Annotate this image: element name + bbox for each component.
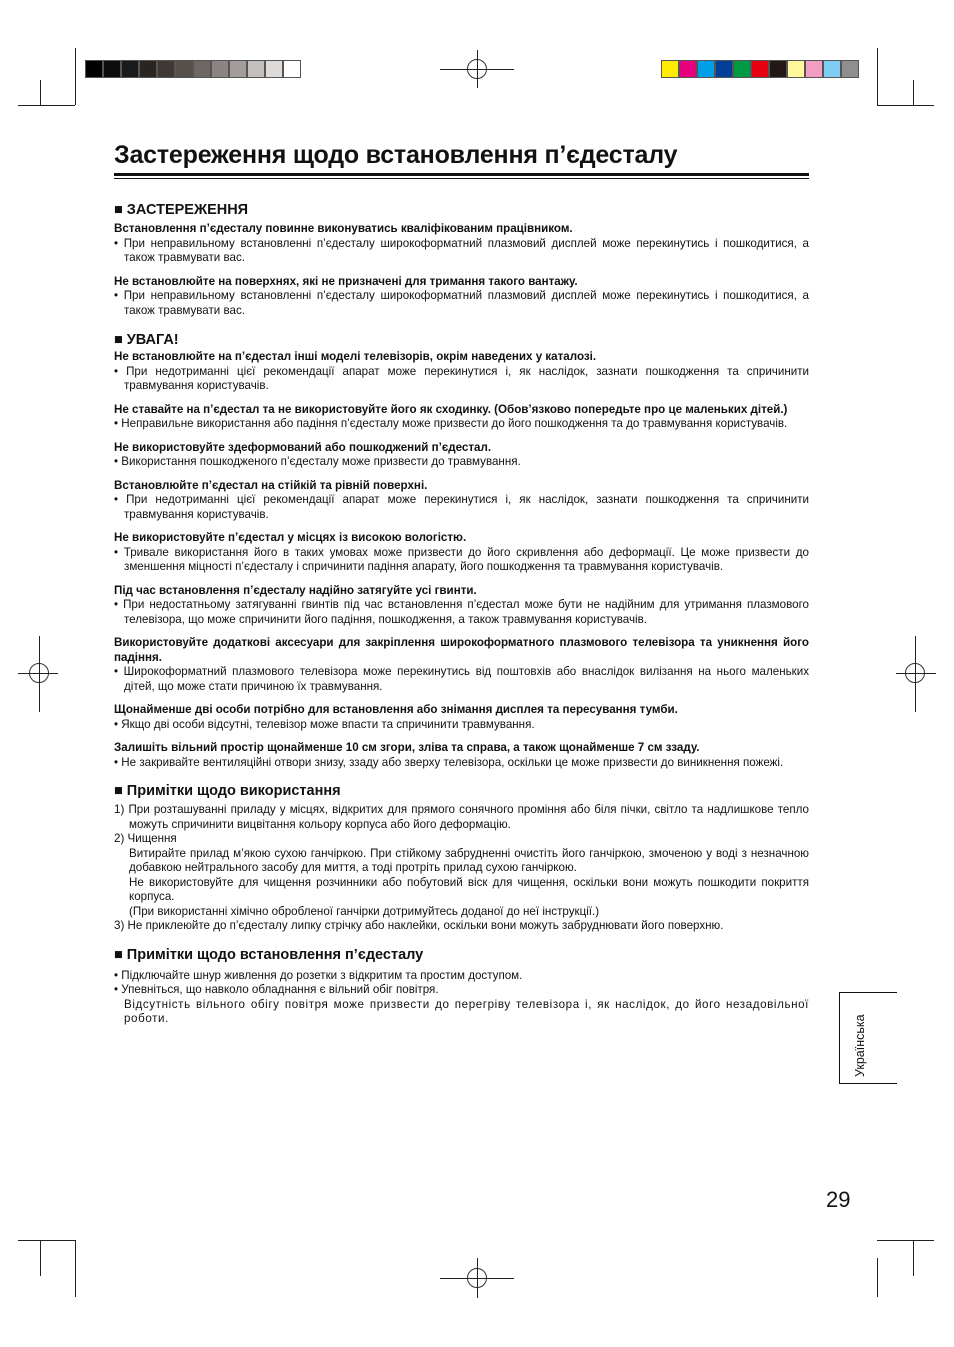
gray-calibration-strip (85, 60, 301, 78)
caution-item-text: • Використання пошкодженого п’єдесталу може призвести до травмування. (114, 455, 521, 468)
crop-mark (18, 673, 58, 674)
caution-item-text: • При недотриманні цієї рекомендації апарат може перекинутися і, як наслідок, зазнати пошкодження та спричинити травмування користувачів. (114, 364, 809, 392)
crop-mark (39, 636, 40, 712)
calibration-swatch (697, 60, 715, 78)
calibration-swatch (103, 60, 121, 78)
caution-item-text: • Якщо дві особи відсутні, телевізор може впасти та спричинити травмування. (114, 717, 535, 731)
title-rule (114, 173, 809, 176)
section-heading-caution: ■ УВАГА! (114, 332, 179, 348)
calibration-swatch (679, 60, 697, 78)
section-heading-warning: ■ ЗАСТЕРЕЖЕННЯ (114, 202, 249, 218)
usage-item-text: Витирайте прилад м’якою сухою ганчіркою. При стійкому забрудненні очистіть його ганчіркою, змоченою у воді з незначною добавкою нейтрального засобу для миття, а тоді протріть прилад сухою ганчіркою. (129, 846, 809, 874)
calibration-swatch (769, 60, 787, 78)
caution-item-text: • При недостатньому затягуванні гвинтів під час встановлення п’єдестал може бути не надійним для утримання плазмового телевізора, що може спричинити його падіння, пошкодження, а також травмування користувачів. (114, 598, 809, 626)
crop-mark (40, 80, 41, 105)
caution-item-title: Під час встановлення п’єдесталу надійно затягуйте усі гвинти. (114, 583, 477, 597)
caution-item-text: • Не закривайте вентиляційні отвори знизу, ззаду або зверху телевізора, оскільки це може призвести до виникнення пожежі. (114, 755, 784, 769)
caution-item-title: Залишіть вільний простір щонайменше 10 см згори, зліва та справа, а також щонайменше 7 см ззаду. (114, 741, 700, 754)
calibration-swatch (823, 60, 841, 78)
calibration-swatch (247, 60, 265, 78)
caution-item-text: • Широкоформатний плазмового телевізора може перекинутись від поштовхів або внаслідок вилізання на нього маленьких дітей, що може стати причиною їх травмування. (114, 665, 809, 693)
language-label: Українська (853, 1014, 867, 1077)
calibration-swatch (751, 60, 769, 78)
caution-item-text: • Неправильне використання або падіння п’єдесталу може призвести до його пошкодження та до травмування користувачів. (114, 417, 788, 430)
calibration-swatch (175, 60, 193, 78)
crop-mark (877, 1240, 934, 1241)
calibration-swatch (715, 60, 733, 78)
warning-item-title: Не встановлюйте на поверхнях, які не призначені для тримання такого вантажу. (114, 274, 578, 288)
warning-item-text: • При неправильному встановленні п’єдесталу широкоформатний плазмовий дисплей може перекинутись і пошкодитися, а також травмувати вас. (114, 236, 809, 264)
caution-item-title: Встановлюйте п’єдестал на стійкій та рівній поверхні. (114, 478, 428, 492)
warning-item-text: • При неправильному встановленні п’єдесталу широкоформатний плазмовий дисплей може перекинутись і пошкодитися, а також травмувати вас. (114, 289, 809, 317)
caution-item-text: • При недотриманні цієї рекомендації апарат може перекинутися і, як наслідок, зазнати пошкодження та спричинити травмування користувачів. (114, 493, 809, 521)
usage-item: 1) При розташуванні приладу у місцях, відкритих для прямого сонячного проміння або біля пічки, світло та надлишкове тепло можуть спричинити вицвітання кольору корпуса або його деформацію. (114, 803, 809, 831)
crop-mark (477, 1258, 478, 1298)
usage-item: 3) Не приклеюйте до п’єдесталу липку стрічку або наклейки, оскільки вони можуть забруднювати його поверхню. (114, 919, 724, 932)
section-heading-install: ■ Примітки щодо встановлення п’єдесталу (114, 946, 424, 963)
calibration-swatch (193, 60, 211, 78)
calibration-swatch (661, 60, 679, 78)
crop-mark (40, 1240, 41, 1276)
crop-mark (896, 673, 936, 674)
usage-item: 2) Чищення (114, 832, 177, 845)
page-title: Застереження щодо встановлення п’єдесталу (114, 141, 678, 169)
calibration-swatch (841, 60, 859, 78)
warning-item-title: Встановлення п’єдесталу повинне виконуватись кваліфікованим працівником. (114, 222, 573, 235)
calibration-swatch (265, 60, 283, 78)
caution-item-title: Щонайменше дві особи потрібно для встановлення або знімання дисплея та пересування тумби. (114, 703, 678, 716)
page-number: 29 (826, 1187, 851, 1212)
calibration-swatch (229, 60, 247, 78)
calibration-swatch (787, 60, 805, 78)
caution-item-title: Використовуйте додаткові аксесуари для закріплення широкоформатного плазмового телевізора та уникнення його падіння. (114, 636, 809, 664)
color-calibration-strip (661, 60, 859, 78)
crop-mark (877, 105, 934, 106)
caution-item-text: • Тривале використання його в таких умовах може призвести до його скривлення або деформації. Це може призвести до зменшення міцності п’єдесталу і спричинити падіння апарату, його пошкодження та травмування користувачів. (114, 545, 809, 573)
crop-mark (18, 105, 75, 106)
install-bullet: • Підключайте шнур живлення до розетки з відкритим та простим доступом. (114, 968, 523, 982)
language-side-tab (839, 992, 897, 1084)
calibration-swatch (211, 60, 229, 78)
crop-mark (915, 636, 916, 712)
calibration-swatch (283, 60, 301, 78)
caution-item-title: Не використовуйте здеформований або пошкоджений п’єдестал. (114, 440, 492, 454)
crop-mark (75, 48, 76, 105)
install-bullet: • Упевніться, що навколо обладнання є вільний обіг повітря. (114, 983, 439, 996)
crop-mark (913, 1240, 914, 1276)
section-heading-usage: ■ Примітки щодо використання (114, 783, 341, 799)
page-content (114, 138, 809, 1027)
crop-mark (877, 48, 878, 105)
calibration-swatch (733, 60, 751, 78)
caution-item-title: Не встановлюйте на п’єдестал інші моделі телевізорів, окрім наведених у каталозі. (114, 350, 597, 363)
crop-mark (877, 1258, 878, 1297)
caution-item-title: Не використовуйте п’єдестал у місцях із високою вологістю. (114, 531, 467, 544)
crop-mark (18, 1240, 75, 1241)
install-bullet-text: Відсутність вільного обігу повітря може призвести до перегріву телевізора і, як наслідок, до його незадовільної роботи. (124, 997, 809, 1025)
calibration-swatch (805, 60, 823, 78)
usage-item-text: Не використовуйте для чищення розчинники або побутовий віск для чищення, оскільки вони можуть пошкодити покриття корпуса. (129, 875, 809, 903)
calibration-swatch (139, 60, 157, 78)
calibration-swatch (157, 60, 175, 78)
calibration-swatch (121, 60, 139, 78)
crop-mark (75, 1240, 76, 1297)
calibration-swatch (85, 60, 103, 78)
crop-mark (913, 80, 914, 105)
usage-item-text: (При використанні хімічно обробленої ганчірки дотримуйтесь доданої до неї інструкції.) (129, 904, 600, 918)
caution-item-title: Не ставайте на п’єдестал та не використовуйте його як сходинку. (Обов’язково попередьте про це маленьких дітей.) (114, 402, 788, 416)
crop-mark (477, 50, 478, 88)
